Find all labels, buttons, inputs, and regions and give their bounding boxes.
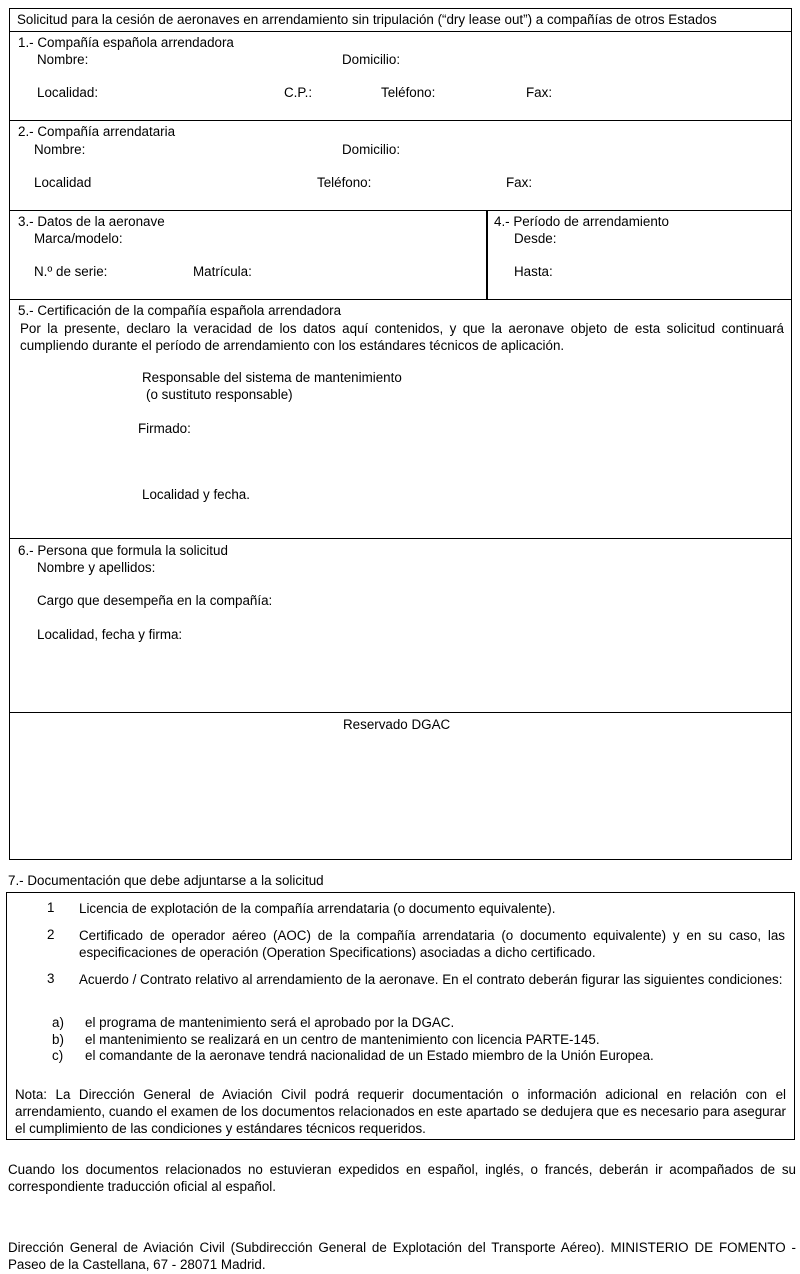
s1-cp-label: C.P.:: [284, 85, 313, 100]
s2-telefono-label: Teléfono:: [317, 175, 372, 190]
form-title: Solicitud para la cesión de aeronaves en arrendamiento sin tripulación (“dry lease out”) a compañías de otros Estados: [17, 12, 717, 27]
s6-firma-label: Localidad, fecha y firma:: [37, 627, 183, 642]
s6-nombre-label: Nombre y apellidos:: [37, 560, 156, 575]
s2-fax-label: Fax:: [506, 175, 533, 190]
s5-declaration: Por la presente, declaro la veracidad de los datos aquí contenidos, y que la aeronave objeto de esta solicitud continuará cumpliendo durante el período de arrendamiento con los estándares técnicos de aplicación.: [20, 321, 784, 353]
doc-sub-a-letter: a): [52, 1015, 64, 1030]
section-7-heading: 7.- Documentación que debe adjuntarse a la solicitud: [8, 873, 324, 888]
s4-hasta-label: Hasta:: [514, 264, 553, 279]
doc-nota: Nota: La Dirección General de Aviación Civil podrá requerir documentación o información adicional en relación con el arrendamiento, cuando el examen de los documentos relacionados en este apartado se dedujera que es necesario para asegurar el cumplimiento de las condiciones y estándares técnicos requeridos.: [15, 1087, 786, 1136]
s1-localidad-label: Localidad:: [37, 85, 99, 100]
doc-item-3-number: 3: [47, 971, 55, 986]
translation-note: Cuando los documentos relacionados no estuvieran expedidos en español, inglés, o francés, deberán ir acompañados de su correspondiente traducción oficial al español.: [8, 1162, 796, 1194]
section-4-heading: 4.- Período de arrendamiento: [494, 214, 669, 229]
s2-localidad-label: Localidad: [34, 175, 92, 190]
s5-sustituto-label: (o sustituto responsable): [146, 387, 293, 402]
s1-domicilio-label: Domicilio:: [342, 52, 401, 67]
s5-responsable-label: Responsable del sistema de mantenimiento: [142, 370, 402, 385]
s1-fax-label: Fax:: [526, 85, 553, 100]
doc-sub-b-text: el mantenimiento se realizará en un centro de mantenimiento con licencia PARTE-145.: [85, 1032, 600, 1047]
doc-item-2-number: 2: [47, 927, 55, 942]
footer-address: Dirección General de Aviación Civil (Subdirección General de Explotación del Transporte Aéreo). MINISTERIO DE FOMENTO - Paseo de la Castellana, 67 - 28071 Madrid.: [8, 1240, 796, 1272]
s1-telefono-label: Teléfono:: [381, 85, 436, 100]
s6-cargo-label: Cargo que desempeña en la compañía:: [37, 593, 273, 608]
s2-nombre-label: Nombre:: [34, 142, 86, 157]
doc-sub-a-text: el programa de mantenimiento será el aprobado por la DGAC.: [85, 1015, 455, 1030]
s2-domicilio-label: Domicilio:: [342, 142, 401, 157]
doc-sub-b-letter: b): [52, 1032, 64, 1047]
s4-desde-label: Desde:: [514, 231, 557, 246]
section-5-heading: 5.- Certificación de la compañía española arrendadora: [18, 303, 342, 318]
doc-sub-c-letter: c): [52, 1048, 64, 1063]
doc-item-2-text: Certificado de operador aéreo (AOC) de la compañía arrendataria (o documento equivalente) y en su caso, las especificaciones de operación (Operation Specifications) asociadas a dicho certificado.: [79, 928, 785, 960]
doc-item-1-number: 1: [47, 900, 55, 915]
s3-marca-label: Marca/modelo:: [34, 231, 123, 246]
section-1-heading: 1.- Compañía española arrendadora: [18, 35, 234, 50]
section-3-heading: 3.- Datos de la aeronave: [18, 214, 165, 229]
reservado-dgac-box: [9, 712, 792, 860]
reservado-dgac-label: Reservado DGAC: [343, 717, 451, 732]
section-6-heading: 6.- Persona que formula la solicitud: [18, 543, 228, 558]
s5-localidad-fecha-label: Localidad y fecha.: [142, 487, 250, 502]
s1-nombre-label: Nombre:: [37, 52, 89, 67]
doc-item-3-text: Acuerdo / Contrato relativo al arrendamiento de la aeronave. En el contrato deberán figurar las siguientes condiciones:: [79, 972, 783, 987]
s3-matricula-label: Matrícula:: [193, 264, 252, 279]
section-2-heading: 2.- Compañía arrendataria: [18, 124, 176, 139]
s3-serie-label: N.º de serie:: [34, 264, 108, 279]
doc-item-1-text: Licencia de explotación de la compañía arrendataria (o documento equivalente).: [79, 901, 556, 916]
doc-sub-c-text: el comandante de la aeronave tendrá nacionalidad de un Estado miembro de la Unión Europea.: [85, 1048, 654, 1063]
s5-firmado-label: Firmado:: [138, 421, 191, 436]
